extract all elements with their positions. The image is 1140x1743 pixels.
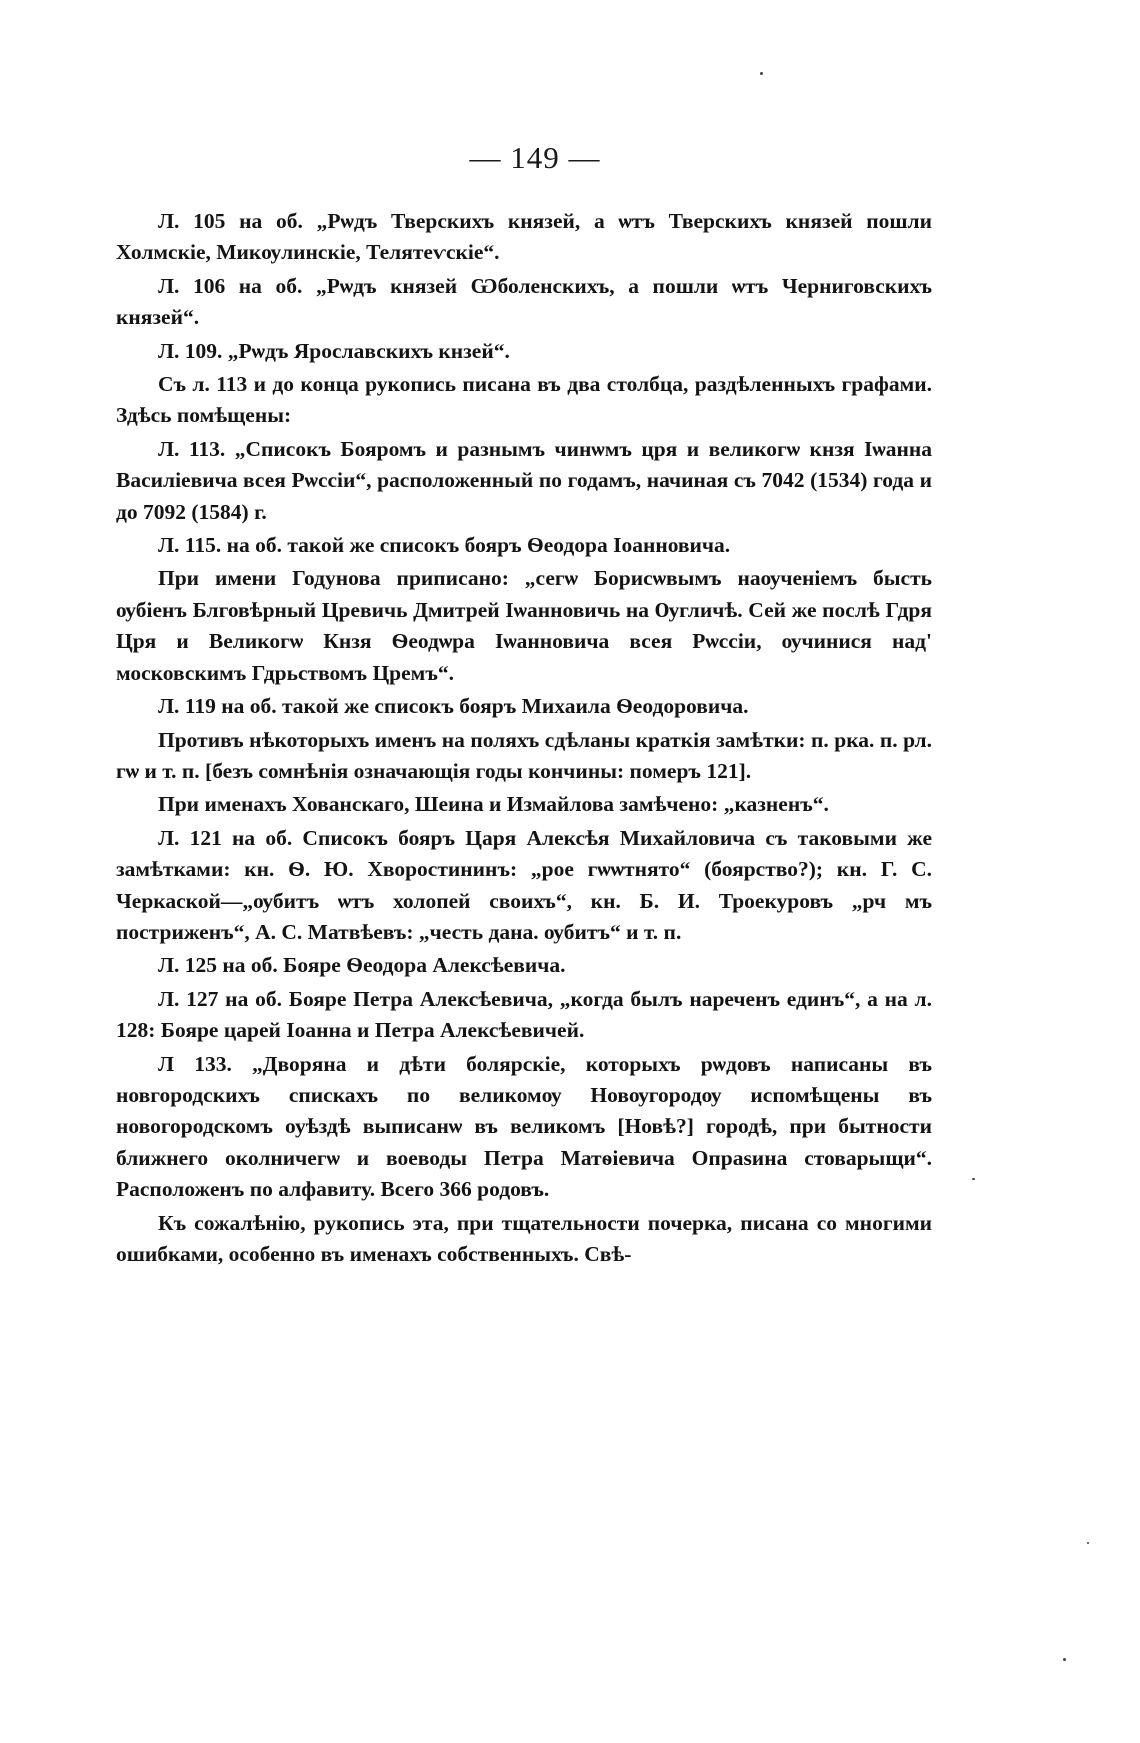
paragraph-closing: Къ сожалѣнію, рукопись эта, при тщательности почерка, писана со многими ошибками, особенно въ именахъ собственныхъ. Свѣ-	[116, 1210, 932, 1266]
paragraph-l105: Л. 105 на об. „Рѡдъ Тверскихъ князей, а ѡтъ Тверскихъ князей пошли Холмскіе, Микѹлинскіе, Телятеѵскіе“.	[116, 209, 932, 265]
paragraph-l121: Л. 121 на об. Списокъ бояръ Царя Алексѣя Михайловича съ таковыми же замѣтками: кн. Ѳ. Ю. Хворостининъ: „рое гѡѡтнято“ (боярство?); кн. Г. С. Черкаской—„ѹбитъ ѡтъ холопей своихъ“, кн. Б. И. Троекуровъ „рч мъ постриженъ“, А. С. Матвѣевъ: „честь дана. ѹбитъ“ и т. п.	[116, 825, 932, 944]
paragraph-l133: Л 133. „Дворяна и дѣти болярскіе, которыхъ рѡдовъ написаны въ новгородскихъ спискахъ по великомѹ Новѹгородѹ испомѣщены въ новогородскомъ оуѣздѣ выписанѡ въ великомъ [Новѣ?] городѣ, при бытности ближнего околничегѡ и воеводы Петра Матѳіевича Опраѕина стоварыщи“. Расположенъ по алфавиту. Всего 366 родовъ.	[116, 1051, 932, 1202]
paragraph-l106: Л. 106 на об. „Рѡдъ князей Ѡболенскихъ, а пошли ѡтъ Черниговскихъ князей“.	[116, 273, 932, 330]
paragraph-l127: Л. 127 на об. Бояре Петра Алексѣевича, „когда былъ нареченъ единъ“, а на л. 128: Бояре царей Іоанна и Петра Алексѣевичей.	[116, 986, 932, 1043]
paragraph-l115: Л. 115. на об. такой же списокъ бояръ Ѳеодора Іоанновича.	[158, 533, 731, 558]
print-speck	[760, 72, 763, 75]
paragraph-l113: Л. 113. „Списокъ Бояромъ и разнымъ чинѡмъ цря и великогѡ кнзя Іѡанна Василіевича всея Рѡссіи“, расположенный по годамъ, начиная съ 7042 (1534) года и до 7092 (1584) г.	[116, 436, 932, 524]
print-speck	[1063, 1658, 1066, 1661]
paragraph-l125: Л. 125 на об. Бояре Ѳеодора Алексѣевича.	[158, 953, 566, 978]
print-speck	[972, 1178, 975, 1180]
paragraph-godunov-note: При имени Годунова приписано: „сегѡ Борисѡвымъ наѹченіемъ бысть ѹбіенъ Блговѣрный Цревичь Дмитрей Іѡанновичь на Ѹгличѣ. Сей же послѣ Гдря Цря и Великогѡ Кнзя Ѳеодѡра Іѡанновича всея Рѡссіи, ѹчинися над' московскимъ Гдрьствомъ Цремъ“.	[116, 566, 932, 685]
page-number: — 149 —	[469, 140, 601, 175]
paragraph-l119: Л. 119 на об. такой же списокъ бояръ Михаила Ѳеодоровича.	[158, 694, 749, 719]
paragraph-margin-notes: Противъ нѣкоторыхъ именъ на поляхъ сдѣланы краткія замѣтки: п. рка. п. рл. гѡ и т. п. [безъ сомнѣнія означающія годы кончины: померъ 121].	[116, 727, 932, 783]
body-text	[116, 206, 932, 1272]
print-speck	[1087, 1542, 1089, 1544]
paragraph-two-columns: Съ л. 113 и до конца рукопись писана въ два столбца, раздѣленныхъ графами. Здѣсь помѣщены:	[116, 372, 932, 428]
paragraph-executed-note: При именахъ Хованскаго, Шеина и Измайлова замѣчено: „казненъ“.	[158, 792, 829, 817]
paragraph-l109: Л. 109. „Рѡдъ Ярославскихъ кнзей“.	[158, 338, 510, 363]
